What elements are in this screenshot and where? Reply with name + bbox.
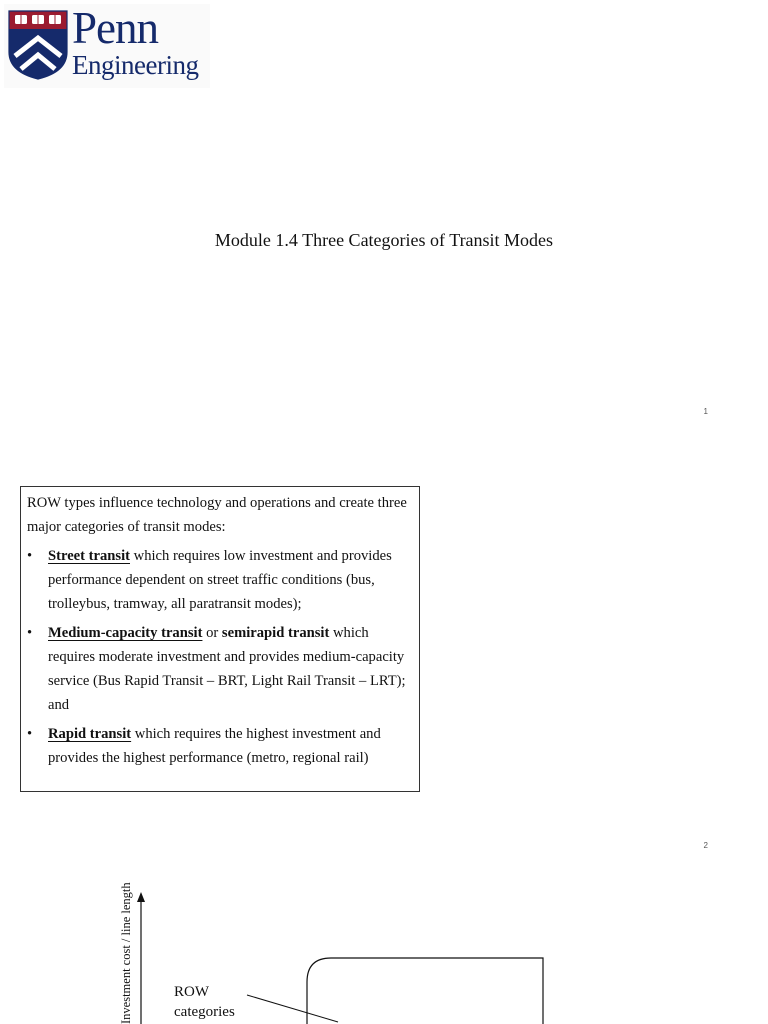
row-categories-callout — [174, 983, 235, 1022]
callout-line-1: ROW — [174, 984, 209, 1000]
intro-paragraph: ROW types influence technology and operations and create three major categories of transit modes: — [27, 495, 407, 535]
y-axis-label: Investment cost / line length — [119, 882, 133, 1024]
category-region-box — [307, 958, 543, 1024]
callout-line-2: categories — [174, 1003, 235, 1020]
term-rapid-transit: Rapid transit — [48, 726, 132, 742]
term-medium-capacity-transit: Medium-capacity transit — [48, 625, 203, 641]
street-transit-description: which requires low investment and provides performance dependent on street traffic conditions (bus, trolleybus, tramway, all paratransit modes); — [48, 548, 392, 612]
bullet-icon: • — [27, 726, 33, 742]
y-axis-arrow-icon — [137, 892, 145, 902]
slide-title: Module 1.4 Three Categories of Transit Modes — [214, 230, 554, 250]
term-street-transit: Street transit — [48, 548, 130, 564]
callout-leader-line — [247, 995, 338, 1022]
row-categories-diagram — [100, 885, 560, 1024]
list-item-rapid-transit — [27, 722, 413, 770]
penn-shield-icon — [8, 10, 68, 80]
list-item-medium-capacity-transit — [27, 621, 413, 717]
category-list — [27, 544, 413, 770]
connector-or: or — [202, 625, 222, 641]
medium-capacity-description: which requires moderate investment and provides medium-capacity service (Bus Rapid Transit – BRT, Light Rail Transit – LRT); and — [48, 625, 406, 713]
penn-engineering-logo — [4, 4, 210, 88]
bullet-icon: • — [27, 548, 33, 564]
rapid-transit-description: which requires the highest investment and provides the highest performance (metro, regional rail) — [48, 726, 381, 766]
page-number-1: 1 — [703, 407, 708, 416]
bullet-icon: • — [27, 625, 33, 641]
logo-word-penn: Penn — [72, 3, 158, 53]
transit-categories-box — [20, 486, 420, 792]
page-number-2: 2 — [703, 841, 708, 850]
logo-word-engineering: Engineering — [72, 50, 199, 80]
list-item-street-transit — [27, 544, 413, 616]
term-semirapid-transit: semirapid transit — [221, 625, 330, 641]
